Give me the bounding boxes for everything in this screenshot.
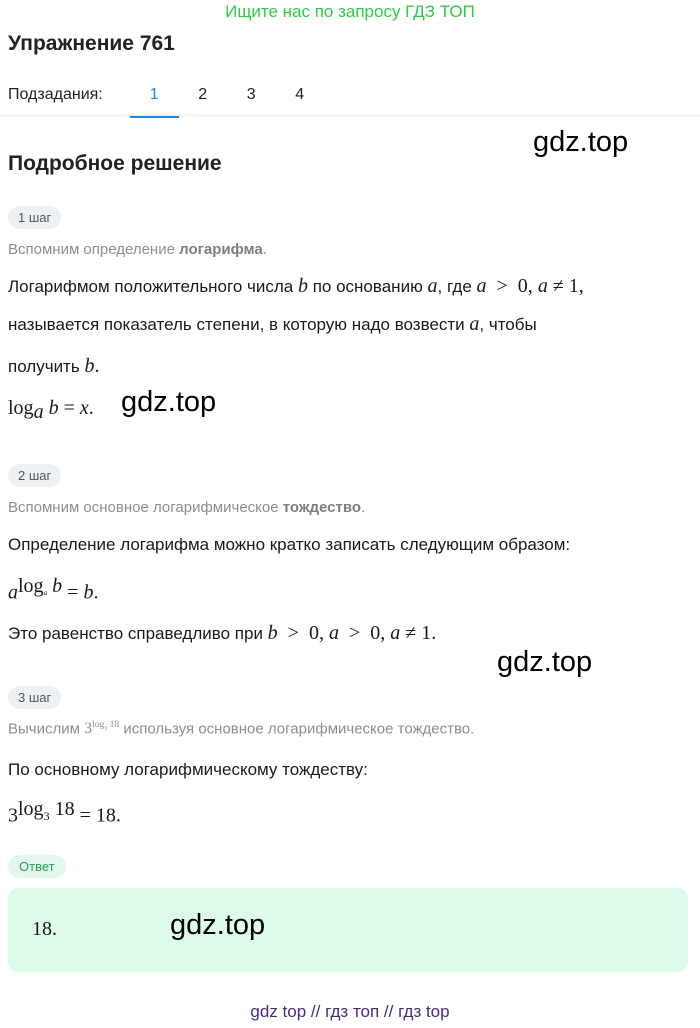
watermark: gdz.top (497, 646, 593, 678)
tab-subtask-4[interactable]: 4 (295, 86, 305, 103)
step-text: называется показатель степени, в которую надо возвести a, чтобы (8, 313, 537, 335)
step-badge: 2 шаг (8, 464, 61, 487)
page-title: Упражнение 761 (8, 32, 175, 55)
step-hint: Вспомним определение логарифма. (8, 241, 267, 258)
tab-subtask-2[interactable]: 2 (198, 86, 208, 103)
subtask-tabs (130, 86, 324, 118)
step-badge: 1 шаг (8, 206, 61, 229)
divider (0, 115, 700, 116)
step-hint: Вычислим $3^{log_3 18}$ используя основное логарифмическое тождество. (8, 719, 475, 738)
formula: $a^{log_a b} = b$. (8, 575, 99, 604)
footer-links[interactable]: gdz top // гдз топ // гдз top (250, 1002, 450, 1021)
tab-subtask-1[interactable]: 1 (130, 86, 179, 118)
section-title: Подробное решение (8, 152, 222, 175)
step-text: По основному логарифмическому тождеству: (8, 760, 368, 779)
answer-value: 18. (32, 918, 57, 940)
step-text: Определение логарифма можно кратко записать следующим образом: (8, 535, 571, 554)
step-text: получить b. (8, 355, 100, 377)
tab-subtask-3[interactable]: 3 (246, 86, 256, 103)
step-hint: Вспомним основное логарифмическое тождество. (8, 499, 366, 516)
step-text: Логарифмом положительного числа b по основанию a, где a > 0, a ≠ 1, (8, 275, 584, 297)
step-badge: 3 шаг (8, 686, 61, 709)
formula: $\log_a b = x$. (8, 397, 94, 424)
subtasks-label: Подзадания: (8, 86, 103, 103)
formula: $3^{log_3 18} = 18$. (8, 798, 121, 827)
answer-badge: Ответ (8, 855, 66, 878)
answer-box (8, 888, 688, 972)
watermark: gdz.top (533, 126, 629, 158)
top-banner[interactable]: Ищите нас по запросу ГДЗ ТОП (225, 2, 475, 21)
watermark: gdz.top (170, 909, 266, 941)
step-text: Это равенство справедливо при b > 0, a > 0, a ≠ 1. (8, 622, 437, 644)
watermark: gdz.top (121, 386, 217, 418)
